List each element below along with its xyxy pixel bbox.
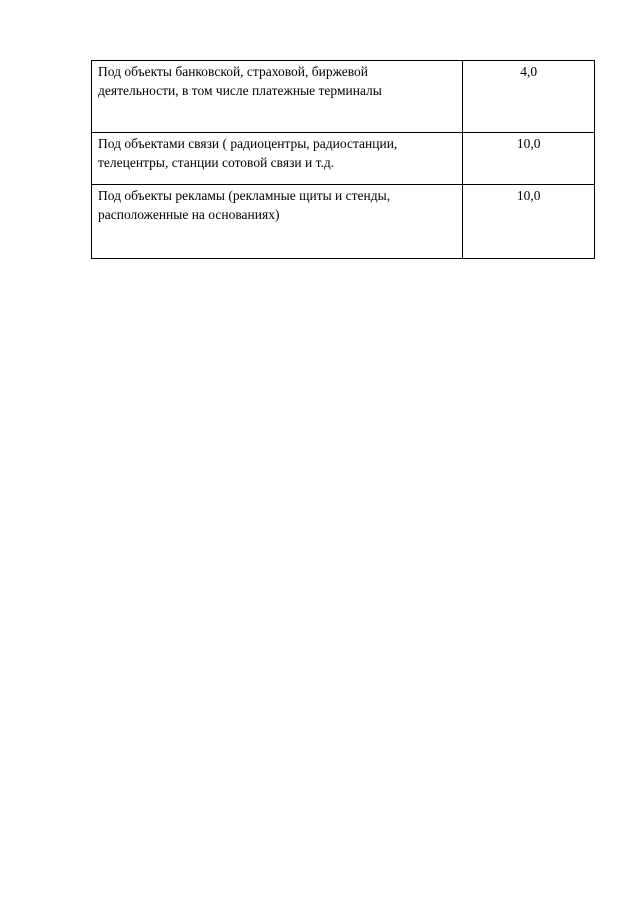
rates-table	[91, 60, 595, 259]
table-row	[92, 185, 595, 259]
row-value-cell	[463, 185, 595, 259]
row-description: Под объекты банковской, страховой, биржевой деятельности, в том числе платежные терминалы	[98, 64, 382, 98]
row-description: Под объекты рекламы (рекламные щиты и стенды, расположенные на основаниях)	[98, 188, 391, 222]
row-description-cell	[92, 133, 463, 185]
row-value-cell	[463, 61, 595, 133]
row-value-cell	[463, 133, 595, 185]
row-description: Под объектами связи ( радиоцентры, радиостанции, телецентры, станции сотовой связи и т.д.	[98, 136, 398, 170]
table-row	[92, 61, 595, 133]
row-value: 4,0	[520, 64, 538, 79]
row-description-cell	[92, 61, 463, 133]
row-value: 10,0	[516, 188, 541, 203]
table-row	[92, 133, 595, 185]
row-description-cell	[92, 185, 463, 259]
row-value: 10,0	[516, 136, 541, 151]
